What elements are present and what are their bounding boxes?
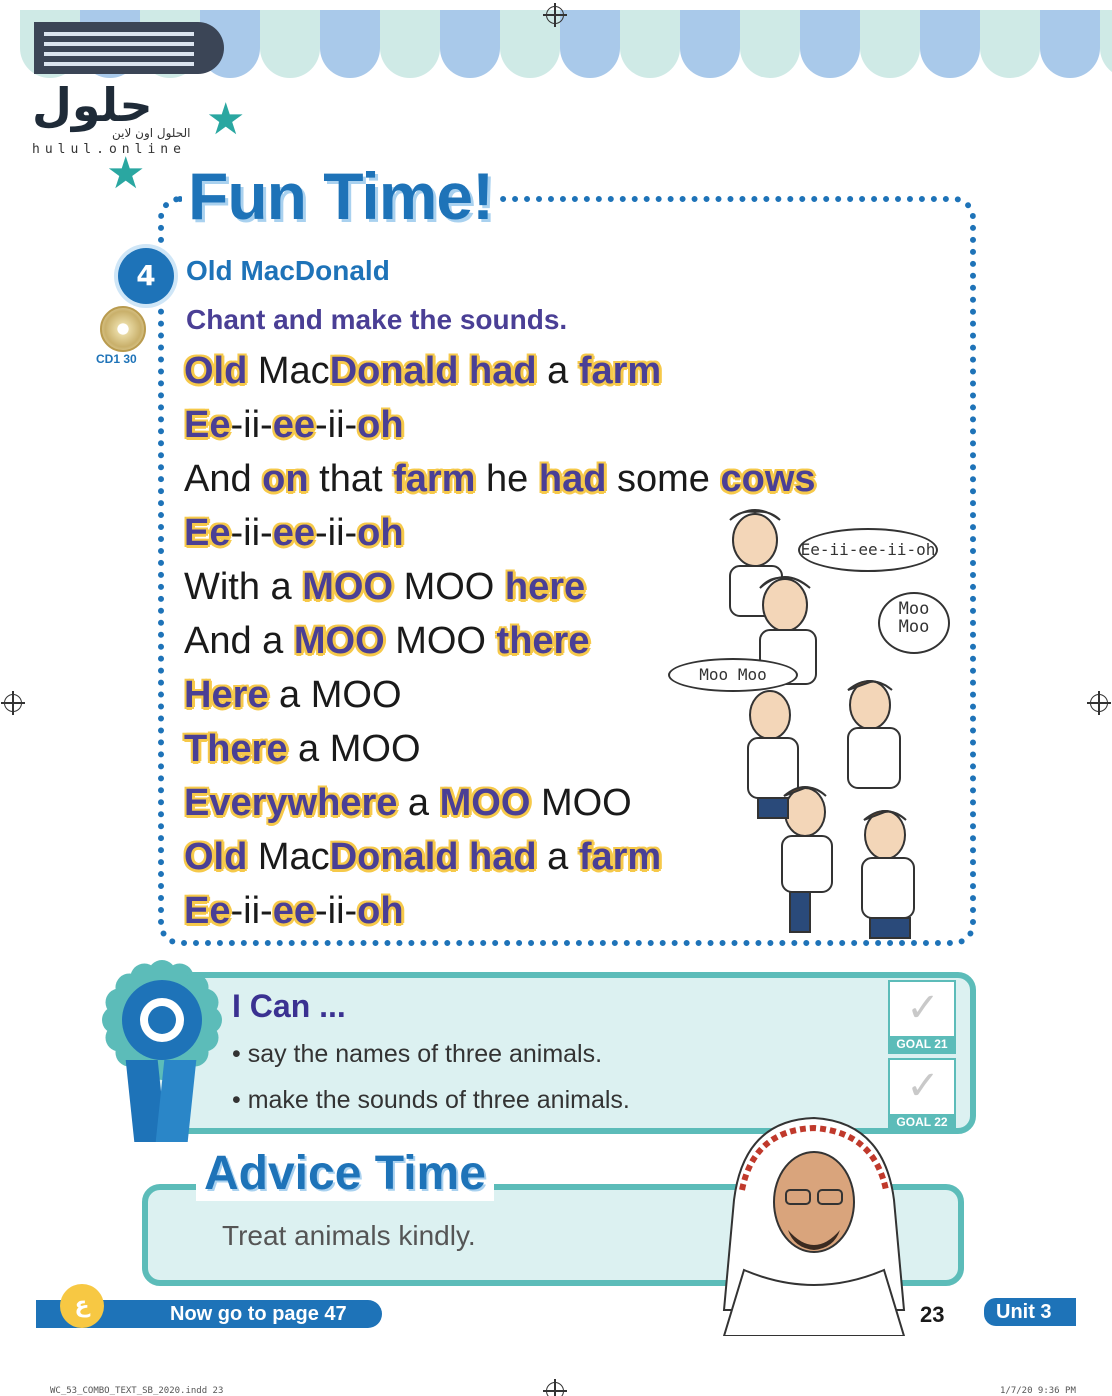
lyric-line <box>184 398 884 452</box>
lyric-highlight: Donald had <box>329 836 537 878</box>
lyric-highlight: MOO <box>302 566 394 608</box>
goal-label: GOAL 21 <box>890 1036 954 1052</box>
lyric-highlight: oh <box>357 512 404 554</box>
lyric-highlight: Ee <box>184 512 231 554</box>
lyric-highlight: had <box>538 458 607 500</box>
next-page-link[interactable]: Now go to page 47 <box>170 1303 347 1325</box>
lyric-text: he <box>475 458 539 500</box>
lyric-text: Mac <box>247 836 330 878</box>
lyric-text: And <box>184 458 263 500</box>
lyric-text: a MOO <box>268 674 402 716</box>
song-title: Old MacDonald <box>186 255 390 286</box>
goal-checkbox[interactable] <box>888 980 956 1054</box>
lyric-highlight: farm <box>578 836 662 878</box>
lyric-text: And a <box>184 620 294 662</box>
lyric-highlight: MOO <box>439 782 531 824</box>
lyric-text: some <box>606 458 721 500</box>
lyric-text: MOO <box>530 782 632 824</box>
lyric-text: -ii- <box>230 512 273 554</box>
registration-mark <box>4 694 22 712</box>
star-icon: ★ <box>106 148 146 199</box>
teacher-illustration <box>704 1110 914 1336</box>
publisher-logo-icon: ع <box>60 1284 104 1328</box>
lyric-highlight: MOO <box>293 620 385 662</box>
lyric-text: that <box>308 458 394 500</box>
lyric-highlight: oh <box>357 404 404 446</box>
cd-icon[interactable] <box>100 306 146 352</box>
lyric-highlight: farm <box>393 458 476 500</box>
i-can-item: • make the sounds of three animals. <box>232 1086 630 1114</box>
lyric-highlight: there <box>496 620 590 662</box>
lyric-text: -ii- <box>230 890 273 932</box>
registration-mark <box>546 1382 564 1396</box>
lyric-highlight: Here <box>184 674 269 716</box>
speech-bubble: Moo Moo <box>878 592 950 654</box>
advice-title: Advice Time <box>196 1146 494 1201</box>
registration-mark <box>1090 694 1108 712</box>
lyric-line <box>184 452 884 506</box>
lyric-highlight: ee <box>272 404 315 446</box>
lyric-text: -ii- <box>314 512 358 554</box>
lyric-text: a <box>397 782 440 824</box>
lyric-text: MOO <box>384 620 497 662</box>
registration-mark <box>546 6 564 24</box>
lyric-highlight: on <box>262 458 309 500</box>
rosette-icon <box>100 958 224 1082</box>
lyric-text: a MOO <box>287 728 421 770</box>
lyric-text: -ii- <box>314 890 358 932</box>
watermark-arabic: حلول <box>32 78 153 132</box>
speech-bubble: Ee-ii-ee-ii-oh <box>798 528 938 572</box>
lyric-text: a <box>536 350 579 392</box>
print-slug: WC_53_COMBO_TEXT_SB_2020.indd 23 <box>50 1386 224 1396</box>
activity-number-badge: 4 <box>118 248 174 304</box>
advice-text: Treat animals kindly. <box>222 1220 476 1251</box>
lyric-text: a <box>536 836 579 878</box>
page-number: 23 <box>920 1302 945 1327</box>
lyric-highlight: farm <box>578 350 662 392</box>
watermark-arabic-sub: الحلول اون لاين <box>112 126 191 140</box>
lyric-highlight: Ee <box>184 890 231 932</box>
lyric-highlight: oh <box>357 890 404 932</box>
lyric-highlight: cows <box>720 458 816 500</box>
lyric-highlight: here <box>504 566 586 608</box>
speech-bubble: Moo Moo <box>668 658 798 692</box>
lyric-highlight: Ee <box>184 404 231 446</box>
lyric-text: -ii- <box>230 404 273 446</box>
fun-time-title: Fun Time! <box>182 158 499 234</box>
star-icon: ★ <box>206 94 246 145</box>
lyric-highlight: There <box>184 728 288 770</box>
lyric-text: MOO <box>393 566 505 608</box>
lyric-text: Mac <box>247 350 330 392</box>
i-can-item-text: make the sounds of three animals. <box>247 1086 630 1114</box>
lyric-highlight: Donald had <box>329 350 537 392</box>
lyric-highlight: ee <box>272 512 315 554</box>
unit-tab: Unit 3 <box>984 1298 1076 1326</box>
lyric-text: With a <box>184 566 303 608</box>
cd-track-label: CD1 30 <box>96 352 137 366</box>
lyric-highlight: ee <box>272 890 315 932</box>
lyric-text: -ii- <box>314 404 358 446</box>
i-can-title: I Can ... <box>232 988 346 1024</box>
print-slug-date: 1/7/20 9:36 PM <box>1000 1386 1076 1396</box>
checkmark-icon: ✓ <box>906 985 940 1031</box>
lyric-highlight: Everywhere <box>184 782 398 824</box>
children-singing-illustration <box>660 500 960 940</box>
goal-label: GOAL 22 <box>890 1114 954 1130</box>
activity-instruction: Chant and make the sounds. <box>186 304 568 335</box>
lyric-highlight: Old <box>184 836 248 878</box>
i-can-item: • say the names of three animals. <box>232 1040 603 1068</box>
lyric-highlight: Old <box>184 350 248 392</box>
lyric-line <box>184 344 884 398</box>
watermark-latin: hulul.online <box>32 142 186 157</box>
i-can-item-text: say the names of three animals. <box>247 1040 603 1068</box>
checkmark-icon: ✓ <box>906 1063 940 1109</box>
